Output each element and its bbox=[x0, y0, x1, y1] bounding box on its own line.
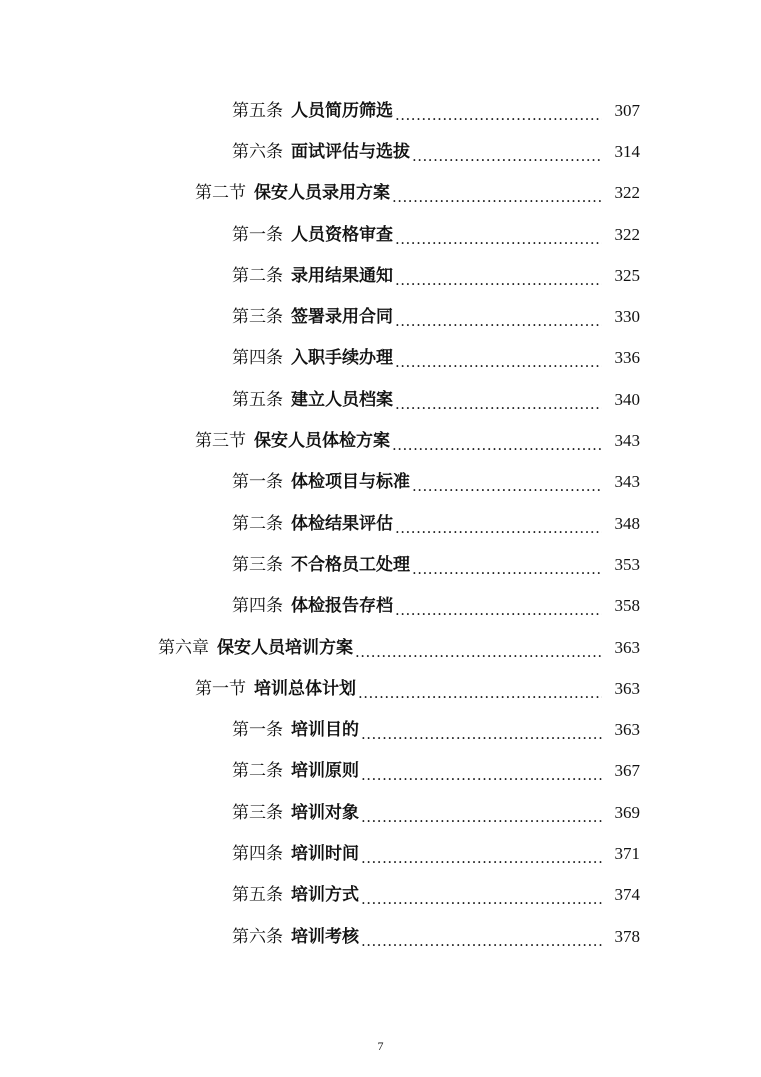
toc-entry-title: 体检结果评估 bbox=[291, 513, 393, 534]
dot-leader bbox=[395, 393, 602, 415]
page-number: 7 bbox=[377, 1039, 384, 1053]
toc-entry-text bbox=[232, 471, 410, 493]
dot-leader bbox=[355, 641, 602, 663]
toc-entry-title: 培训目的 bbox=[291, 720, 359, 741]
toc-entry-text bbox=[195, 678, 356, 700]
toc-entry[interactable] bbox=[0, 296, 761, 337]
toc-entry-title: 面试评估与选拔 bbox=[291, 141, 410, 162]
toc-entry-title: 培训考核 bbox=[291, 926, 359, 947]
toc-entry[interactable] bbox=[0, 379, 761, 420]
toc-entry-number: 第四条 bbox=[232, 348, 283, 369]
toc-entry-title: 培训对象 bbox=[291, 802, 359, 823]
toc-entry[interactable] bbox=[0, 131, 761, 172]
toc-entry-number: 第六章 bbox=[158, 637, 209, 658]
toc-entry[interactable] bbox=[0, 751, 761, 792]
dot-leader bbox=[395, 310, 602, 332]
toc-entry-page: 371 bbox=[614, 843, 640, 863]
dot-leader bbox=[361, 847, 602, 869]
dot-leader bbox=[361, 723, 602, 745]
toc-entry[interactable] bbox=[0, 544, 761, 585]
toc-entry-page: 358 bbox=[614, 596, 640, 616]
toc-entry[interactable] bbox=[0, 255, 761, 296]
toc-entry[interactable] bbox=[0, 503, 761, 544]
toc-entry-number: 第三条 bbox=[232, 307, 283, 328]
dot-leader bbox=[361, 764, 602, 786]
dot-leader bbox=[358, 682, 602, 704]
toc-entry-text bbox=[232, 595, 393, 617]
toc-entry-number: 第五条 bbox=[232, 885, 283, 906]
dot-leader bbox=[392, 434, 602, 456]
dot-leader bbox=[395, 599, 602, 621]
toc-entry-title: 培训总体计划 bbox=[254, 678, 356, 699]
toc-entry-text bbox=[232, 141, 410, 163]
toc-entry-title: 培训方式 bbox=[291, 885, 359, 906]
toc-entry-number: 第一条 bbox=[232, 720, 283, 741]
toc-entry-title: 保安人员体检方案 bbox=[254, 431, 390, 452]
toc-entry-number: 第二条 bbox=[232, 513, 283, 534]
toc-entry-number: 第五条 bbox=[232, 389, 283, 410]
dot-leader bbox=[361, 888, 602, 910]
toc-entry-title: 体检项目与标准 bbox=[291, 472, 410, 493]
dot-leader bbox=[412, 558, 602, 580]
toc-entry-number: 第二条 bbox=[232, 761, 283, 782]
toc-entry-number: 第三条 bbox=[232, 554, 283, 575]
dot-leader bbox=[395, 517, 602, 539]
toc-entry-title: 不合格员工处理 bbox=[291, 554, 410, 575]
toc-entry-text bbox=[232, 760, 359, 782]
toc-entry-number: 第四条 bbox=[232, 596, 283, 617]
toc-entry-number: 第二节 bbox=[195, 183, 246, 204]
toc-entry-title: 录用结果通知 bbox=[291, 265, 393, 286]
toc-entry-text bbox=[232, 802, 359, 824]
toc-entry-number: 第六条 bbox=[232, 926, 283, 947]
toc-entry-title: 建立人员档案 bbox=[291, 389, 393, 410]
toc-entry[interactable] bbox=[0, 420, 761, 461]
toc-entry[interactable] bbox=[0, 173, 761, 214]
dot-leader bbox=[395, 351, 602, 373]
toc-entry[interactable] bbox=[0, 833, 761, 874]
toc-entry-text bbox=[232, 926, 359, 948]
toc-entry-text bbox=[232, 389, 393, 411]
dot-leader bbox=[361, 930, 602, 952]
toc-entry[interactable] bbox=[0, 916, 761, 957]
toc-entry-page: 378 bbox=[614, 926, 640, 946]
toc-entry[interactable] bbox=[0, 875, 761, 916]
toc-entry-number: 第三条 bbox=[232, 802, 283, 823]
toc-entry-text bbox=[232, 265, 393, 287]
toc-entry-title: 培训时间 bbox=[291, 843, 359, 864]
toc-entry-text bbox=[232, 224, 393, 246]
toc-entry[interactable] bbox=[0, 90, 761, 131]
table-of-contents bbox=[0, 90, 761, 957]
toc-entry-number: 第四条 bbox=[232, 843, 283, 864]
toc-entry-text bbox=[195, 430, 390, 452]
toc-entry-page: 363 bbox=[614, 637, 640, 657]
toc-entry-page: 369 bbox=[614, 802, 640, 822]
toc-entry-text bbox=[232, 100, 393, 122]
toc-entry-text bbox=[232, 554, 410, 576]
toc-entry[interactable] bbox=[0, 709, 761, 750]
toc-entry-page: 343 bbox=[614, 431, 640, 451]
toc-entry-text bbox=[232, 843, 359, 865]
toc-entry-page: 322 bbox=[614, 183, 640, 203]
toc-entry-title: 培训原则 bbox=[291, 761, 359, 782]
dot-leader bbox=[361, 806, 602, 828]
toc-entry-page: 353 bbox=[614, 554, 640, 574]
toc-entry-title: 人员简历筛选 bbox=[291, 100, 393, 121]
toc-entry-number: 第五条 bbox=[232, 100, 283, 121]
toc-entry[interactable] bbox=[0, 462, 761, 503]
toc-entry-text bbox=[195, 182, 390, 204]
toc-entry-page: 314 bbox=[614, 141, 640, 161]
dot-leader bbox=[395, 269, 602, 291]
toc-entry-page: 330 bbox=[614, 307, 640, 327]
dot-leader bbox=[412, 475, 602, 497]
toc-entry-page: 367 bbox=[614, 761, 640, 781]
toc-entry[interactable] bbox=[0, 792, 761, 833]
toc-entry-title: 入职手续办理 bbox=[291, 348, 393, 369]
dot-leader bbox=[395, 228, 602, 250]
toc-entry[interactable] bbox=[0, 586, 761, 627]
toc-entry-page: 336 bbox=[614, 348, 640, 368]
toc-entry-title: 签署录用合同 bbox=[291, 307, 393, 328]
toc-entry-text bbox=[232, 347, 393, 369]
toc-entry-number: 第六条 bbox=[232, 141, 283, 162]
toc-entry-page: 374 bbox=[614, 885, 640, 905]
toc-entry-number: 第一节 bbox=[195, 678, 246, 699]
toc-entry[interactable] bbox=[0, 668, 761, 709]
toc-entry-text bbox=[232, 884, 359, 906]
toc-entry-title: 保安人员培训方案 bbox=[217, 637, 353, 658]
toc-entry-page: 322 bbox=[614, 224, 640, 244]
toc-entry-page: 363 bbox=[614, 678, 640, 698]
dot-leader bbox=[392, 186, 602, 208]
toc-entry-text bbox=[232, 513, 393, 535]
toc-entry-number: 第一条 bbox=[232, 224, 283, 245]
toc-entry-page: 307 bbox=[614, 100, 640, 120]
toc-entry-page: 343 bbox=[614, 472, 640, 492]
toc-entry-number: 第二条 bbox=[232, 265, 283, 286]
toc-entry-page: 363 bbox=[614, 720, 640, 740]
toc-entry-title: 人员资格审查 bbox=[291, 224, 393, 245]
toc-entry-page: 348 bbox=[614, 513, 640, 533]
toc-entry[interactable] bbox=[0, 627, 761, 668]
toc-entry-text bbox=[232, 306, 393, 328]
dot-leader bbox=[412, 145, 602, 167]
toc-entry-title: 保安人员录用方案 bbox=[254, 183, 390, 204]
dot-leader bbox=[395, 104, 602, 126]
toc-entry[interactable] bbox=[0, 214, 761, 255]
toc-entry-title: 体检报告存档 bbox=[291, 596, 393, 617]
toc-entry-page: 340 bbox=[614, 389, 640, 409]
toc-entry-page: 325 bbox=[614, 265, 640, 285]
toc-entry-text bbox=[158, 637, 353, 659]
toc-entry-text bbox=[232, 719, 359, 741]
toc-entry[interactable] bbox=[0, 338, 761, 379]
toc-entry-number: 第一条 bbox=[232, 472, 283, 493]
toc-entry-number: 第三节 bbox=[195, 431, 246, 452]
